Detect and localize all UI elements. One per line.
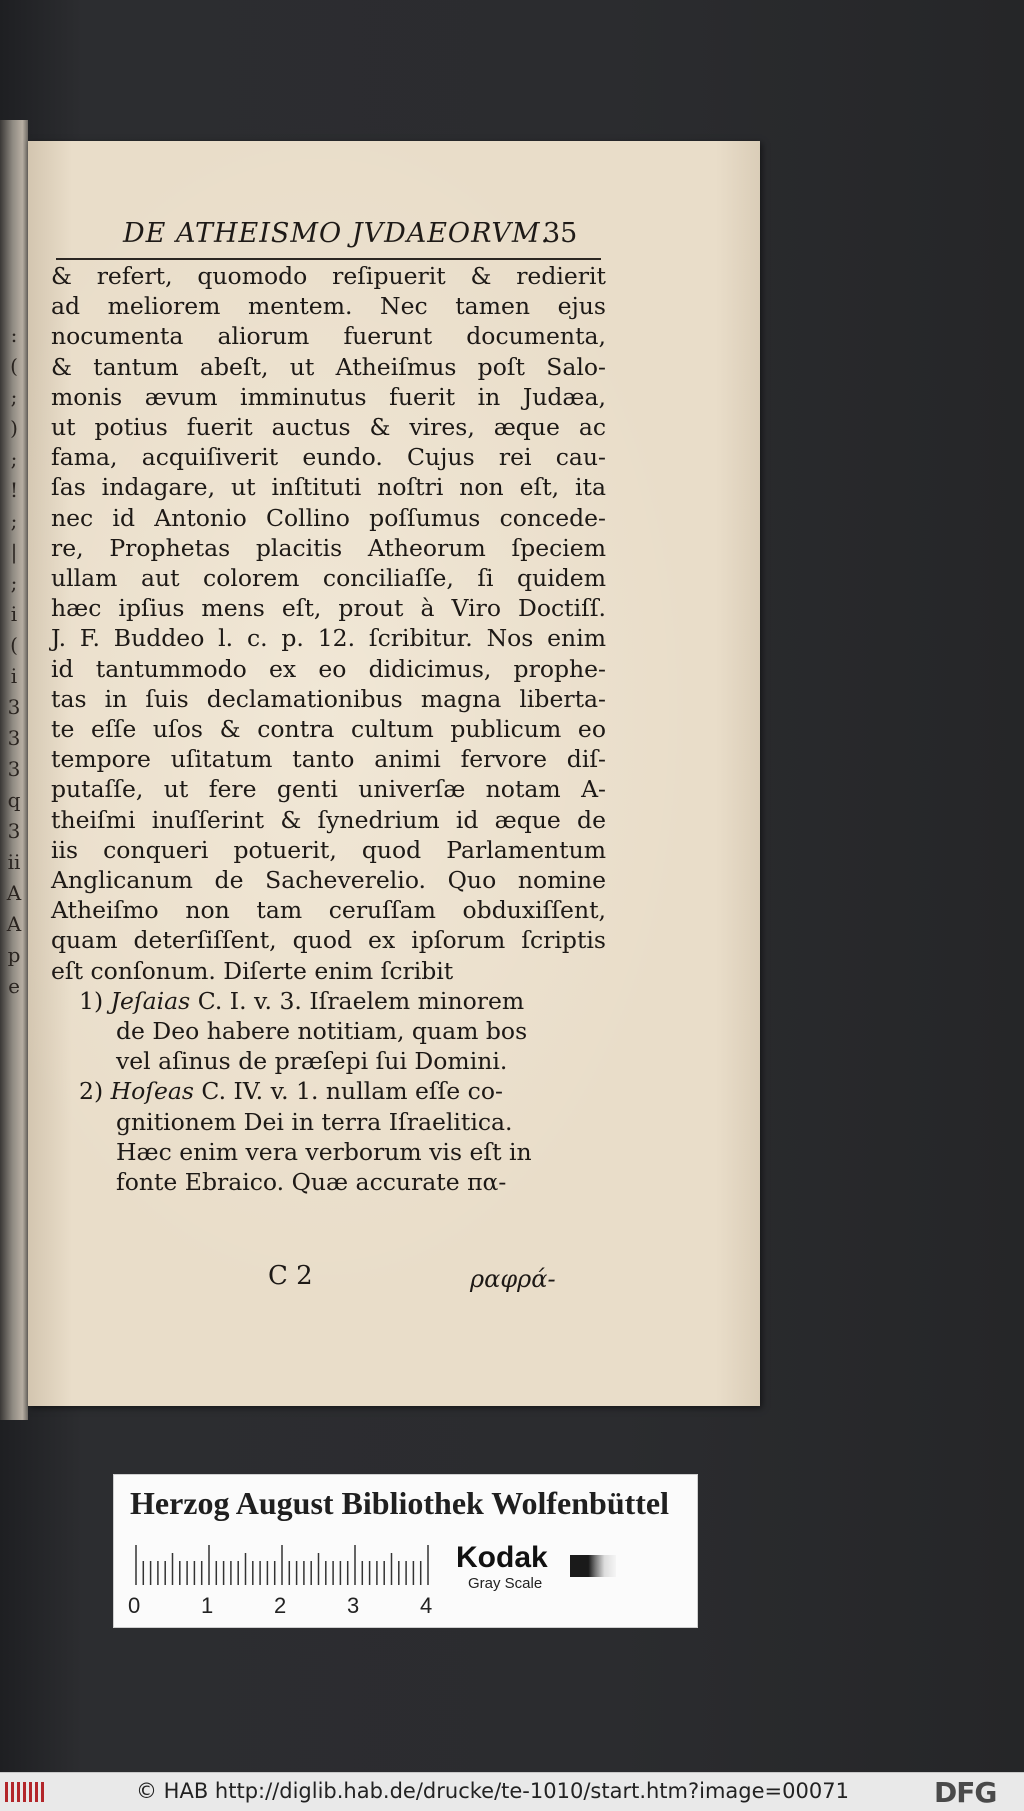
ruler-label: 0 xyxy=(128,1593,141,1618)
list-item-first-line xyxy=(51,986,606,1016)
kodak-subtitle: Gray Scale xyxy=(468,1575,543,1592)
hab-logo-icon xyxy=(4,1779,48,1805)
text-line: Anglicanum de Sacheverelio. Quo nomine xyxy=(51,866,606,895)
ruler-label: 2 xyxy=(274,1593,287,1618)
ruler-labels xyxy=(128,1593,433,1621)
text-line: putaſſe, ut fere genti univerſæ notam A- xyxy=(51,775,606,804)
text-line: theiſmi inuſſerint & ſynedrium id æque de xyxy=(51,805,606,834)
text-line: ullam aut colorem conciliaſſe, ſi quidem xyxy=(51,564,606,593)
book-page xyxy=(28,141,760,1406)
list-item-line: de Deo habere notitiam, quam bos xyxy=(116,1017,528,1046)
text-line: fama, acquiſiverit eundo. Cujus rei cau- xyxy=(51,443,606,472)
list-item-name: Hoſeas xyxy=(110,1077,194,1106)
text-line: monis ævum imminutus fuerit in Judæa, xyxy=(51,382,606,411)
list-item-line: Hæc enim vera verborum vis eſt in xyxy=(116,1137,532,1166)
list-item-name: Jeſaias xyxy=(110,986,191,1015)
page-number: 35 xyxy=(543,218,578,249)
body-text xyxy=(51,261,606,1197)
dfg-logo: DFG xyxy=(934,1776,997,1809)
text-line: ut potius fuerit auctus & vires, æque ac xyxy=(51,413,606,442)
list-item-text: C. IV. v. 1. nullam eſſe co- xyxy=(201,1077,503,1106)
list-item-number: 1) xyxy=(79,986,104,1015)
text-line: ſas indagare, ut inſtituti noſtri non eſt, ita xyxy=(51,473,606,502)
text-line: eſt conſonum. Diſerte enim ſcribit xyxy=(51,956,454,985)
signature-mark: C 2 xyxy=(268,1261,313,1291)
text-line: id tantummodo ex eo didicimus, prophe- xyxy=(51,654,606,683)
text-line: J. F. Buddeo l. c. p. 12. ſcribitur. Nos enim xyxy=(51,624,606,653)
catchword: ραφρά- xyxy=(470,1265,556,1293)
previous-page-edge-marks: : ( ; ) ; ! ; | ; i ( i 3 3 3 q 3 ii A A p e xyxy=(6,323,22,998)
gray-scale-patch xyxy=(570,1555,616,1577)
text-line: tas in ſuis declamationibus magna liberta- xyxy=(51,684,606,713)
previous-page-edge xyxy=(0,120,28,1420)
color-target-card xyxy=(113,1474,698,1628)
list-item-line: gnitionem Dei in terra Iſraelitica. xyxy=(116,1107,513,1136)
text-line: & refert, quomodo reſipuerit & redierit xyxy=(51,262,606,290)
list-item-number: 2) xyxy=(79,1077,104,1106)
text-line: re, Prophetas placitis Atheorum ſpeciem xyxy=(51,533,606,562)
running-head: DE ATHEISMO JVDAEORVM. xyxy=(123,218,551,249)
text-line: ad meliorem mentem. Nec tamen ejus xyxy=(51,292,606,321)
list-item-text: C. I. v. 3. Iſraelem minorem xyxy=(197,986,525,1015)
footer-copyright-url: © HAB http://diglib.hab.de/drucke/te-1010/start.htm?image=00071 xyxy=(136,1779,849,1803)
text-line: hæc ipſius mens eſt, prout à Viro Doctiſſ. xyxy=(51,594,606,623)
text-line: & tantum abeſt, ut Atheiſmus poſt Salo- xyxy=(51,352,606,381)
text-line: tempore uſitatum tanto animi fervore diſ- xyxy=(51,745,606,774)
text-line: quam deterſiſſent, quod ex ipſorum ſcriptis xyxy=(51,926,606,955)
list-item-first-line xyxy=(51,1076,606,1106)
ruler-scale xyxy=(132,1545,432,1587)
text-line: nocumenta aliorum fuerunt documenta, xyxy=(51,322,606,351)
kodak-logo: Kodak xyxy=(456,1541,548,1574)
text-line: Atheiſmo non tam ceruſſam obduxiſſent, xyxy=(51,896,606,925)
text-line: te eſſe uſos & contra cultum publicum eo xyxy=(51,715,606,744)
library-name: Herzog August Bibliothek Wolfenbüttel xyxy=(130,1485,670,1521)
header-rule xyxy=(56,258,601,260)
list-item-line: fonte Ebraico. Quæ accurate πα- xyxy=(116,1168,507,1197)
list-item-line: vel aſinus de præſepi ſui Domini. xyxy=(116,1047,508,1076)
text-line: iis conqueri potuerit, quod Parlamentum xyxy=(51,835,606,864)
ruler-label: 1 xyxy=(201,1593,214,1618)
text-line: nec id Antonio Collino poſſumus concede- xyxy=(51,503,606,532)
ruler-label: 4 xyxy=(420,1593,433,1618)
footer-bar xyxy=(0,1772,1024,1811)
ruler-label: 3 xyxy=(347,1593,360,1618)
